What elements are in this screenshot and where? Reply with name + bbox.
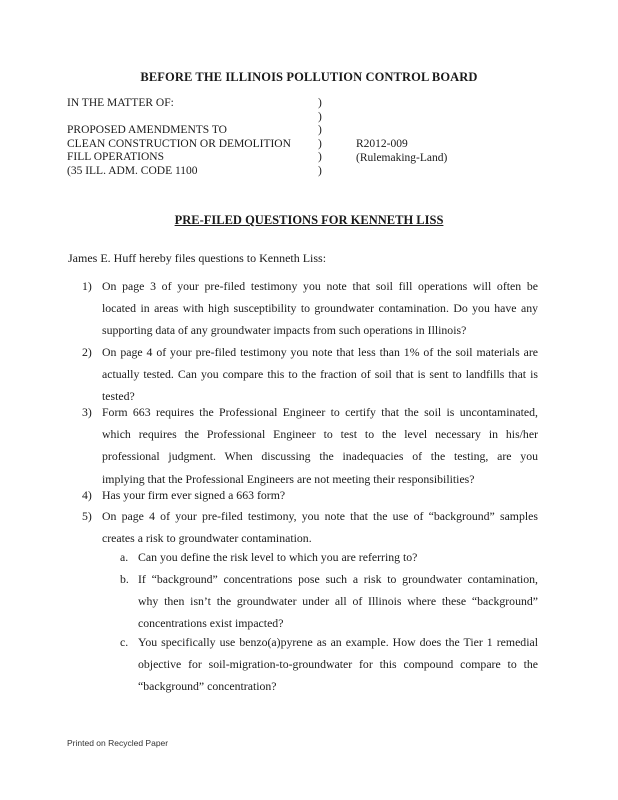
paren-mark: ) [318,164,322,177]
paren-mark: ) [318,151,322,164]
question-line: tested? [102,389,135,404]
question-number: 3) [82,405,92,419]
caption-line: (35 ILL. ADM. CODE 1100 [67,164,198,177]
caption-line: PROPOSED AMENDMENTS TO [67,124,227,137]
sub-question-letter: c. [120,635,129,649]
caption-line: FILL OPERATIONS [67,151,165,164]
footer-note: Printed on Recycled Paper [67,738,169,748]
question-line: professional judgment. When discussing the inadequacies of the testing, are you [102,449,538,464]
question-number: 1) [82,279,92,293]
question-line: Form 663 requires the Professional Engineer to certify that the soil is uncontaminated, [102,405,538,419]
sub-question-line: If “background” concentrations pose such a risk to groundwater contamination, [138,572,538,586]
question-line: implying that the Professional Engineers are not meeting their responsibilities? [102,471,475,486]
sub-question-line: “background” concentration? [138,679,277,694]
question-number: 4) [82,488,92,502]
paren-mark: ) [318,124,322,137]
question-line: actually tested. Can you compare this to the fraction of soil that is sent to landfills that is [102,367,538,382]
sub-question-line: why then isn’t the groundwater under all of Illinois where these “background” [138,594,538,609]
case-caption [67,97,291,179]
sub-question-a [138,546,538,568]
question-line: Has your firm ever signed a 663 form? [102,488,286,502]
question-line: On page 4 of your pre-filed testimony you note that less than 1% of the soil materials are [102,345,538,359]
paren-mark: ) [318,110,322,123]
sub-question-line: You specifically use benzo(a)pyrene as an example. How does the Tier 1 remedial [138,635,538,649]
question-line: supporting data of any groundwater impacts from such operations in Illinois? [102,323,467,338]
document-heading: PRE-FILED QUESTIONS FOR KENNETH LISS [174,213,444,227]
caption-parentheses [318,97,322,179]
sub-question-line: objective for soil-migration-to-groundwater for this compound compare to the [138,657,538,672]
question-line: On page 3 of your pre-filed testimony you note that soil fill operations will often be [102,279,538,293]
board-title: BEFORE THE ILLINOIS POLLUTION CONTROL BOARD [140,70,478,84]
question-line: creates a risk to groundwater contamination. [102,531,312,546]
sub-question-letter: b. [120,572,129,586]
caption-line: CLEAN CONSTRUCTION OR DEMOLITION [67,137,291,150]
sub-question-letter: a. [120,550,129,564]
sub-question-c [138,631,538,698]
caption-line [67,111,291,125]
paren-mark: ) [318,137,322,150]
sub-question-b [138,568,538,635]
docket-number: R2012-009 [356,138,408,150]
intro-text: James E. Huff hereby files questions to Kenneth Liss: [68,251,327,265]
question-4 [102,484,538,506]
question-line: located in areas with high susceptibility to groundwater contamination. Do you have any [102,301,538,316]
question-1 [102,275,538,342]
question-3 [102,401,538,490]
docket-block [356,138,447,165]
caption-line: IN THE MATTER OF: [67,97,174,109]
question-number: 2) [82,345,92,359]
sub-question-line: Can you define the risk level to which you are referring to? [138,550,418,564]
question-2 [102,341,538,408]
docket-type: (Rulemaking-Land) [356,151,448,164]
question-number: 5) [82,509,92,523]
question-5 [102,505,538,549]
sub-question-line: concentrations exist impacted? [138,616,284,631]
question-line: On page 4 of your pre-filed testimony, you note that the use of “background” samples [102,509,538,523]
question-line: which requires the Professional Engineer to test to the level necessary in his/her [102,427,538,442]
paren-mark: ) [318,97,322,109]
